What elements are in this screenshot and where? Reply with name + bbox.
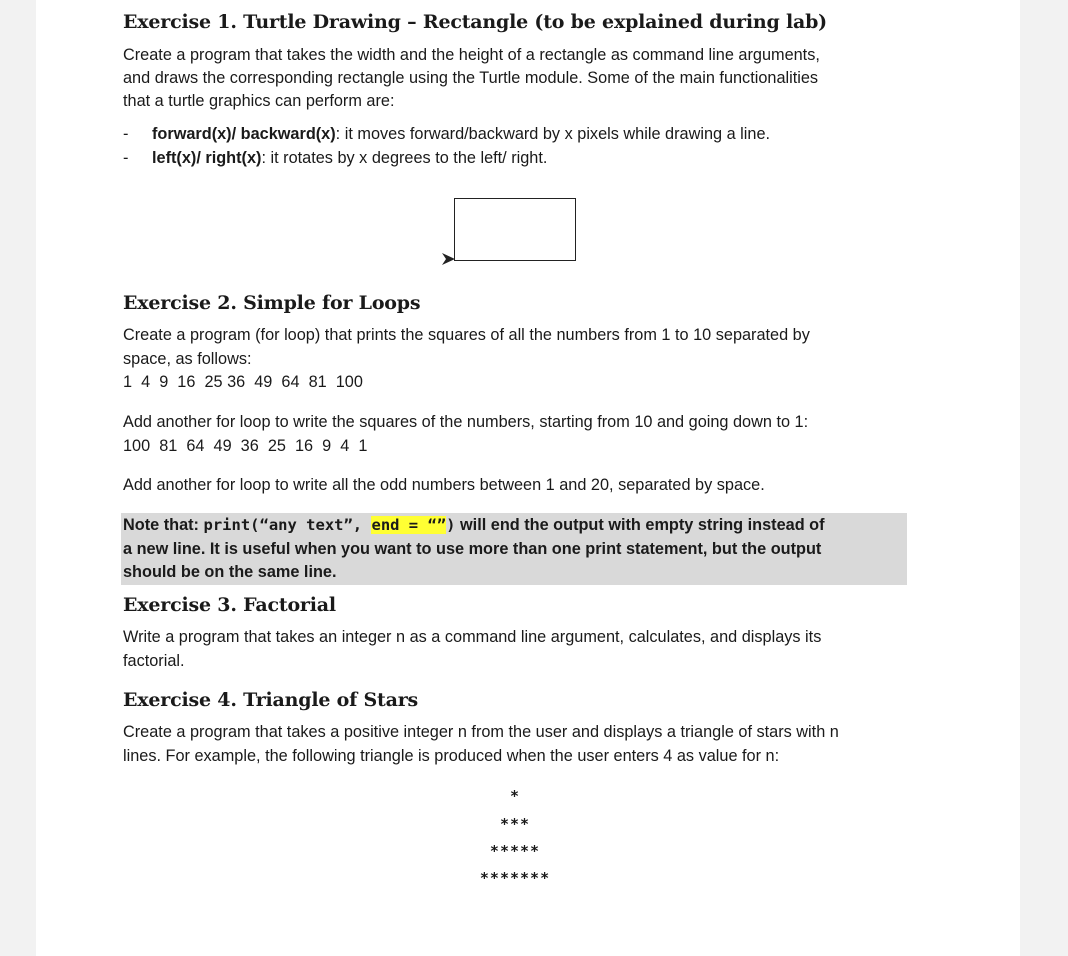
note-code-print: print(“any text”, <box>203 516 372 534</box>
document-page <box>36 0 1020 956</box>
squares-descending-sequence: 100 81 64 49 36 25 16 9 4 1 <box>123 437 368 455</box>
star-row-1: * <box>509 787 521 805</box>
exercise-3-title: Exercise 3. Factorial <box>123 594 336 616</box>
note-line-1-rest: will end the output with empty string instead of <box>455 516 825 534</box>
exercise-1-text-line-3: that a turtle graphics can perform are: <box>123 92 395 110</box>
exercise-1-text-line-1: Create a program that takes the width and the height of a rectangle as command line arguments, <box>123 46 820 64</box>
bullet-term: forward(x)/ backward(x) <box>152 125 336 143</box>
exercise-2-title: Exercise 2. Simple for Loops <box>123 292 421 314</box>
exercise-1-title: Exercise 1. Turtle Drawing – Rectangle (to be explained during lab) <box>123 11 827 33</box>
note-code-end: end = “” <box>371 516 447 534</box>
exercise-2-text-line-3: Add another for loop to write the squares of the numbers, starting from 10 and going down to 1: <box>123 413 809 431</box>
exercise-2-text-line-2: space, as follows: <box>123 350 252 368</box>
turtle-rectangle-figure <box>454 198 576 261</box>
exercise-3-text-line-2: factorial. <box>123 652 185 670</box>
exercise-4-text-line-2: lines. For example, the following triangle is produced when the user enters 4 as value for n: <box>123 747 780 765</box>
star-row-3: ***** <box>489 842 541 860</box>
note-code-close: ) <box>446 516 456 534</box>
exercise-1-text-line-2: and draws the corresponding rectangle using the Turtle module. Some of the main functionalities <box>123 69 819 87</box>
bullet-term: left(x)/ right(x) <box>152 149 262 167</box>
bullet-description: : it rotates by x degrees to the left/ right. <box>261 149 548 167</box>
note-line-2: a new line. It is useful when you want to use more than one print statement, but the output <box>123 539 822 558</box>
turtle-arrow-icon <box>441 252 457 266</box>
exercise-2-text-line-4: Add another for loop to write all the odd numbers between 1 and 20, separated by space. <box>123 476 765 494</box>
star-row-2: *** <box>499 815 531 833</box>
exercise-3-text-line-1: Write a program that takes an integer n as a command line argument, calculates, and displays its <box>123 628 822 646</box>
exercise-4-title: Exercise 4. Triangle of Stars <box>123 689 419 711</box>
exercise-4-text-line-1: Create a program that takes a positive integer n from the user and displays a triangle of stars with n <box>123 723 839 741</box>
star-row-4: ******* <box>479 869 551 887</box>
squares-ascending-sequence: 1 4 9 16 25 36 49 64 81 100 <box>123 373 363 391</box>
bullet-description: : it moves forward/backward by x pixels while drawing a line. <box>335 125 771 143</box>
exercise-2-text-line-1: Create a program (for loop) that prints the squares of all the numbers from 1 to 10 separated by <box>123 326 810 344</box>
note-line-3: should be on the same line. <box>123 563 337 581</box>
note-text <box>123 514 913 585</box>
bullet-dash: - <box>123 125 129 143</box>
note-prefix: Note that: <box>123 516 204 534</box>
bullet-dash: - <box>123 149 129 167</box>
